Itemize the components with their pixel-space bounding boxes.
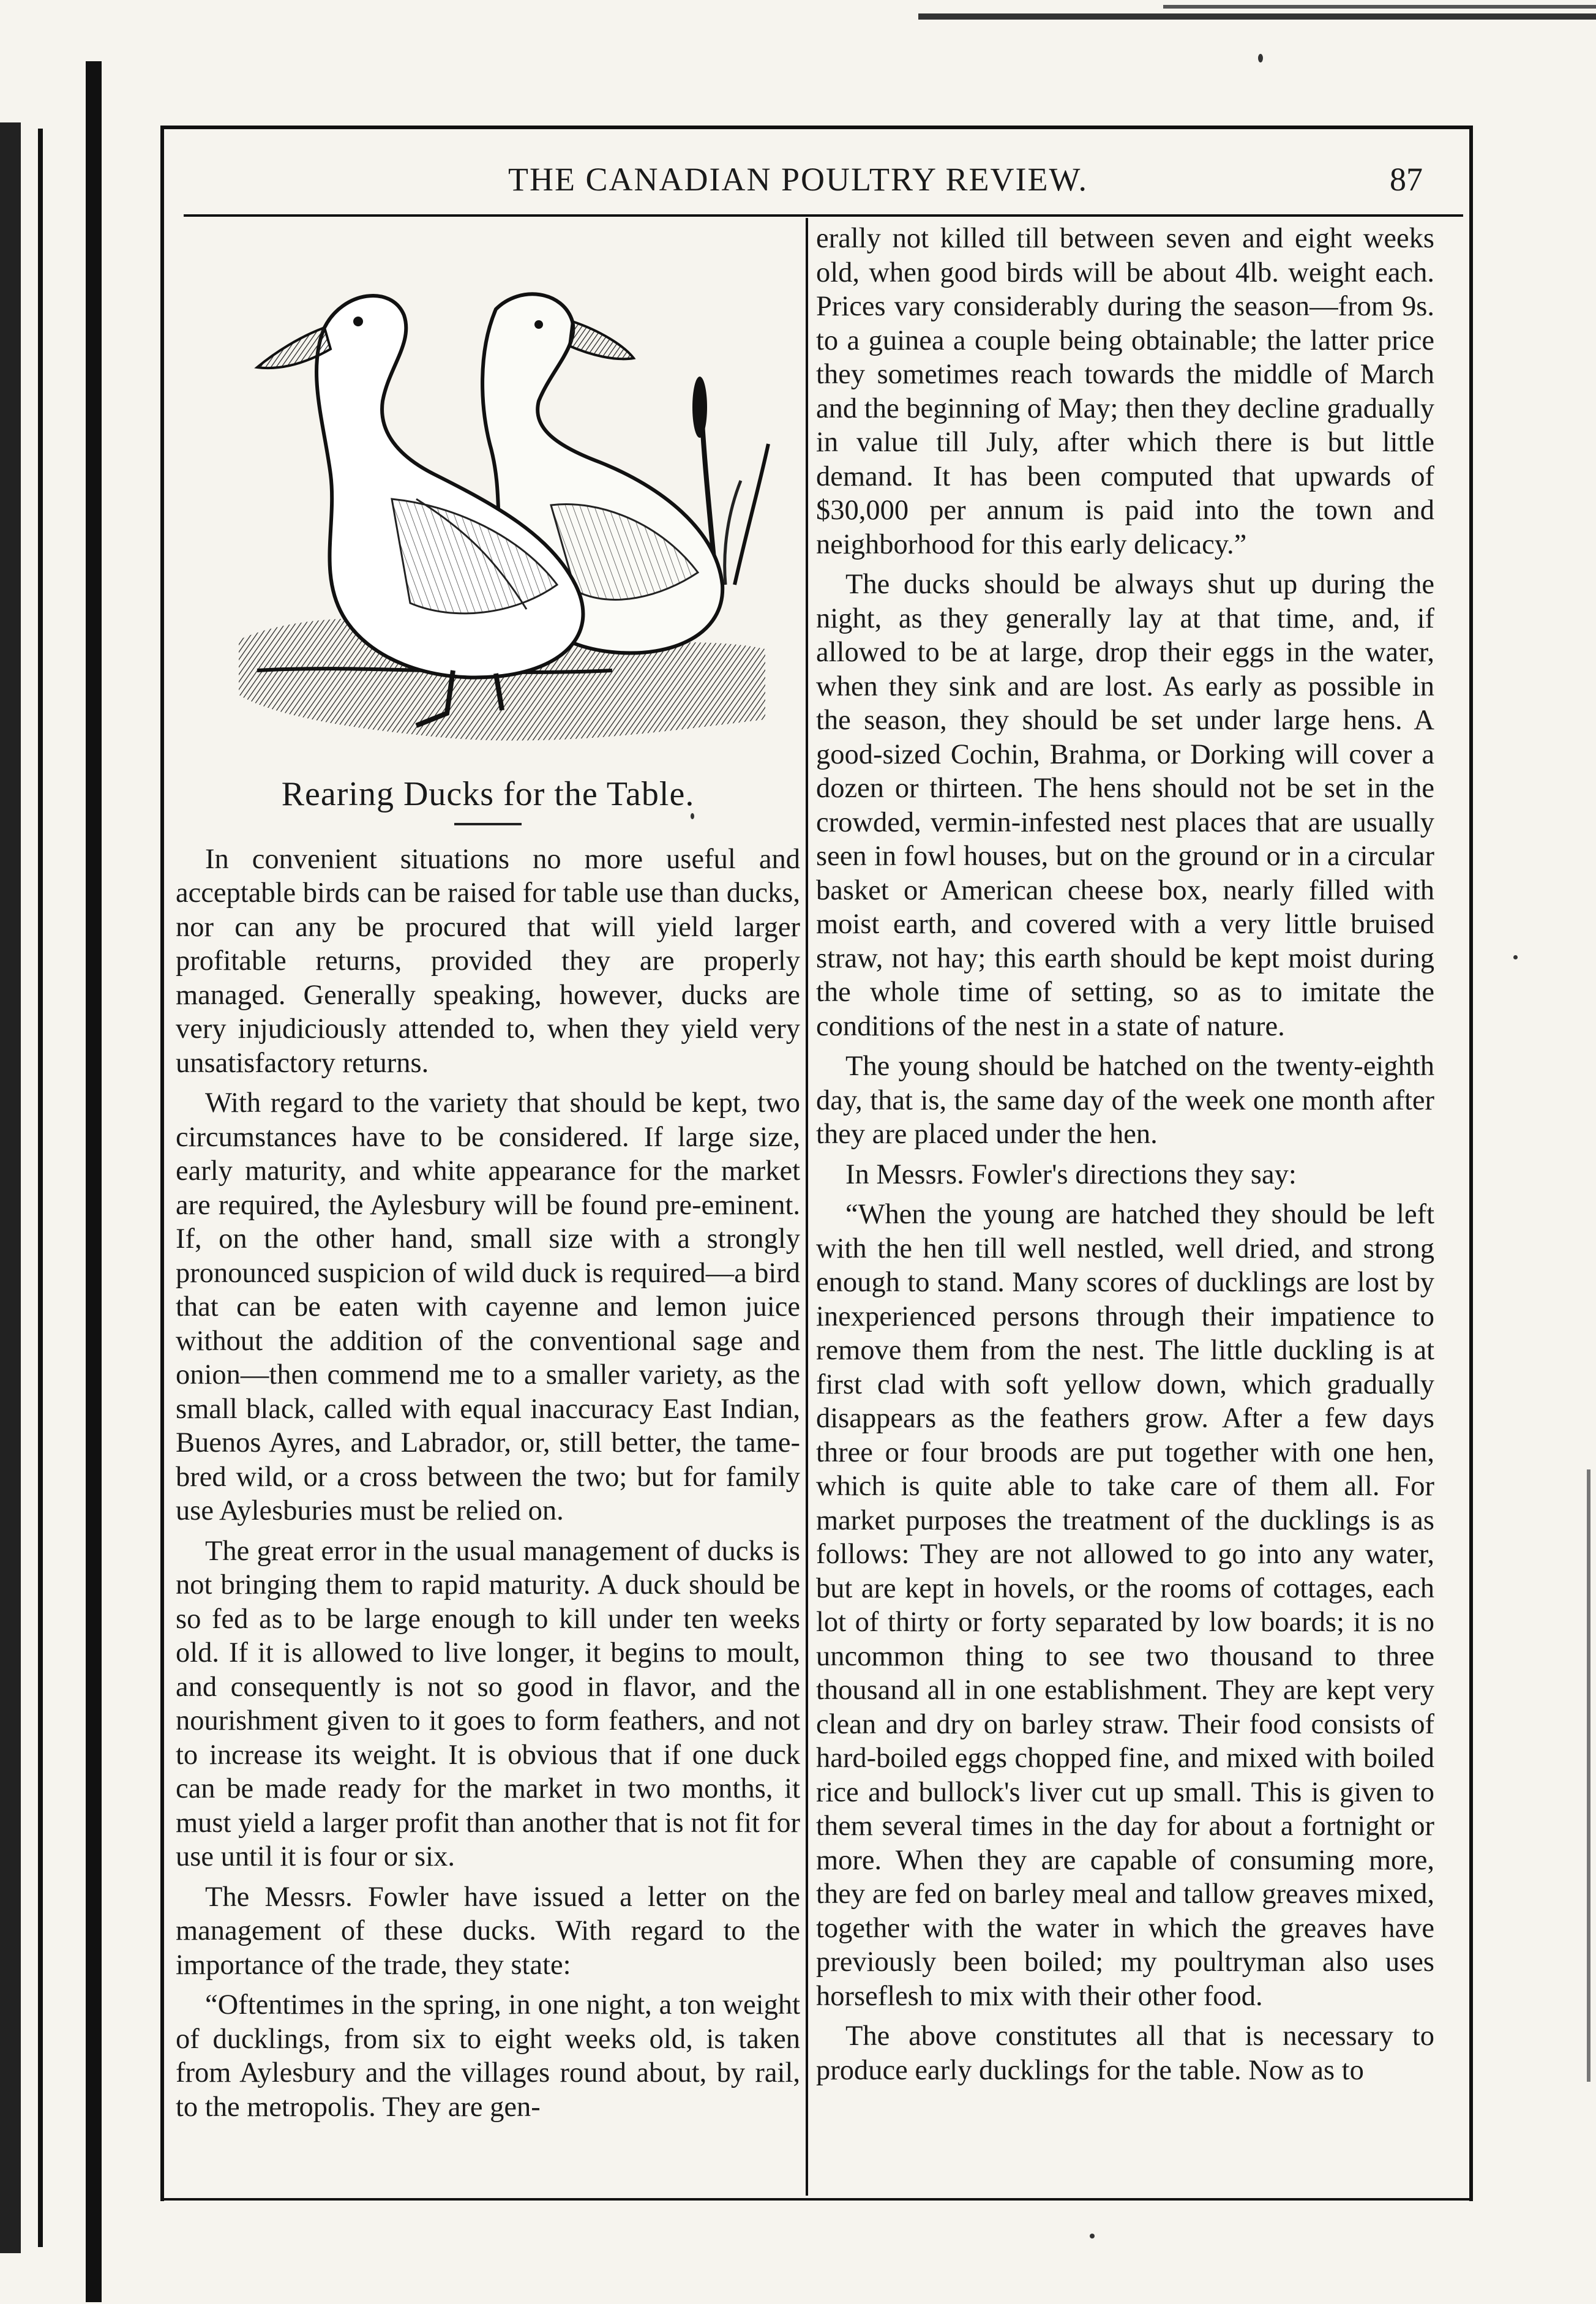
right-edge-noise xyxy=(1587,1469,1590,2082)
scan-speck xyxy=(1513,955,1518,959)
left-paragraph: In convenient situations no more useful and acceptable birds can be raised for table use than ducks, nor can any be procured that will yield larger profitable returns, provided they are properly managed. Generally speaking, however, ducks are very injudiciously attended to, when they yield very unsatisfactory returns. xyxy=(176,843,800,1079)
left-binding-edge xyxy=(0,122,21,2253)
right-paragraph: The above constitutes all that is necessary to produce early ducklings for the table. Now as to xyxy=(816,2021,1434,2086)
top-edge-smudge xyxy=(918,13,1596,20)
column-divider xyxy=(806,218,808,2196)
duck-illustration xyxy=(233,242,771,762)
left-paragraph: The great error in the usual management of ducks is not bringing them to rapid maturity. A duck should be so fed as to be large enough to kill under ten weeks old. If it is allowed to live longer, it begins to moult, and consequently is not so good in flavor, and the nourishment given to it goes to form feathers, and not to increase its weight. It is obvious that if one duck can be made ready for the market in two months, it must yield a larger profit than another that is not fit for use until it is four or six. xyxy=(176,1535,800,1872)
title-rule xyxy=(454,823,522,825)
right-paragraph: In Messrs. Fowler's directions they say: xyxy=(845,1158,1297,1190)
left-binding-line xyxy=(38,129,43,2247)
frame-top xyxy=(160,126,1473,129)
frame-right xyxy=(1469,126,1473,2201)
scan-speck xyxy=(1090,2234,1095,2238)
left-paragraph: The Messrs. Fowler have issued a letter on the management of these ducks. With regard to the importance of the trade, they state: xyxy=(176,1881,800,1981)
article-title: Rearing Ducks for the Table. xyxy=(281,775,695,813)
right-paragraph: The young should be hatched on the twenty-eighth day, that is, the same day of the week one month after they are placed under the hen. xyxy=(816,1051,1434,1150)
frame-left xyxy=(160,126,164,2201)
left-column xyxy=(176,775,800,2130)
left-paragraph: With regard to the variety that should be kept, two circumstances have to be considered. If large size, early maturity, and white appearance for the market are required, the Aylesbury will be found pre-eminent. If, on the other hand, small size with a strongly pronounced suspicion of wild duck is required—a bird that can be eaten with cayenne and lemon juice without the addition of the conventional sage and onion—then commend me to a smaller variety, as the small black, called with equal inaccuracy East Indian, Buenos Ayres, and Labrador, or, still better, the tame-bred wild, or a cross between the two; but for family use Aylesburies must be relied on. xyxy=(176,1087,800,1526)
page-number: 87 xyxy=(1390,161,1423,198)
header-rule xyxy=(184,214,1463,217)
left-margin-bar xyxy=(86,61,102,2302)
right-paragraph: erally not killed till between seven and eight weeks old, when good birds will be about 4lb. weight each. Prices vary considerably during the season—from 9s. to a guinea a couple being obtainable; the latter price they sometimes reach towards the middle of March and the beginning of May; then they decline gradually in value till July, after which there is but little demand. It has been computed that upwards of $30,000 per annum is paid into the town and neighborhood for this early delicacy.” xyxy=(816,223,1434,560)
top-edge-smudge-2 xyxy=(1163,5,1596,9)
right-column xyxy=(816,222,1434,2093)
running-header: THE CANADIAN POULTRY REVIEW. xyxy=(508,161,1088,198)
frame-bottom xyxy=(160,2198,1473,2201)
scan-speck xyxy=(691,813,694,819)
left-paragraph: “Oftentimes in the spring, in one night, a ton weight of ducklings, from six to eight weeks old, is taken from Aylesbury and the villages round about, by rail, to the metropolis. They are gen- xyxy=(176,1989,800,2123)
right-paragraph: The ducks should be always shut up during the night, as they generally lay at that time, and, if allowed to be at large, drop their eggs in the water, when they sink and are lost. As early as possible in the season, they should be set under large hens. A good-sized Cochin, Brahma, or Dorking will cover a dozen or thirteen. The hens should not be set in the crowded, vermin-infested nest places that are usually seen in fowl houses, but on the ground or in a circular basket or American cheese box, nearly filled with moist earth, and covered with a very little bruised straw, not hay; this earth should be kept moist during the whole time of setting, so as to imitate the conditions of the nest in a state of nature. xyxy=(816,569,1434,1042)
right-paragraph: “When the young are hatched they should be left with the hen till well nestled, well dried, and strong enough to stand. Many scores of ducklings are lost by inexperienced persons through their impatience to remove them from the nest. The little duckling is at first clad with soft yellow down, which gradually disappears as the feathers grow. After a few days three or four broods are put together with one hen, which is quite able to take care of them all. For market purposes the treatment of the ducklings is as follows: They are not allowed to go into any water, but are kept in hovels, or the rooms of cottages, each lot of thirty or forty separated by low boards; it is no uncommon thing to see two thousand to three thousand all in one establishment. They are kept very clean and dry on barley straw. Their food consists of hard-boiled eggs chopped fine, and mixed with boiled rice and bullock's liver cut up small. This is given to them several times in the day for about a fortnight or more. When they are capable of consuming more, they are fed on barley meal and tallow greaves mixed, together with the water in which the greaves have previously been boiled; my poultryman also uses horseflesh to mix with their other food. xyxy=(816,1199,1434,2012)
scan-speck xyxy=(1258,54,1263,62)
